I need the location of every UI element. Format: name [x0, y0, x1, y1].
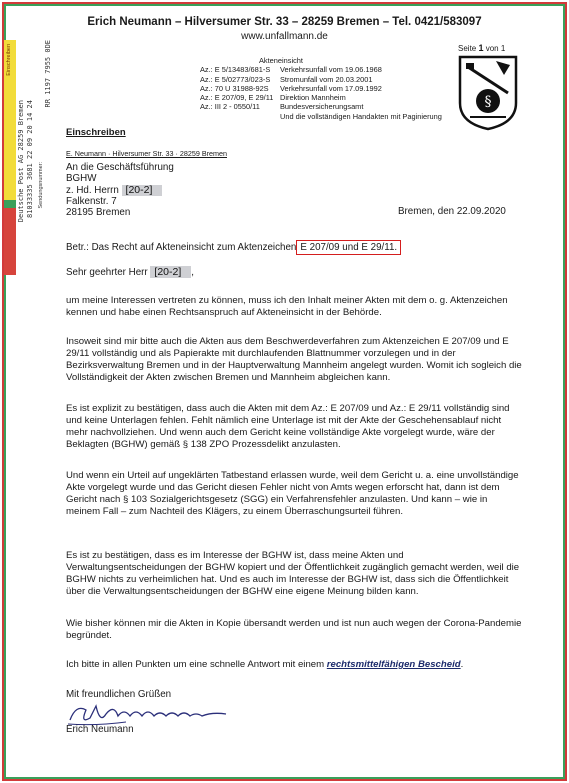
stamp-top-label: Einschreiben: [6, 44, 12, 76]
body-paragraph: Insoweit sind mir bitte auch die Akten aus dem Beschwerdeverfahren zum Aktenzeichen E 207/09 und E 29/11 vollständig und als Papierakte mit durchlaufenden Blattnummer vorzulegen und in der Bezirksverwaltung Bremen und in der Hauptverwaltung Mannheim angelegt wurden. Womit ich sogleich die Vollständigkeit der Akten zwischen Bremen und Mannheim abgleichen kann.: [66, 336, 522, 383]
emphasized-request: rechtsmittelfähigen Bescheid: [326, 659, 461, 670]
stamp-number-label: Sendungsnummer:: [38, 162, 44, 209]
body-paragraph: Wie bisher können mir die Akten in Kopie übersandt werden und ist nun auch wegen der Corona-Pandemie begründet.: [66, 618, 522, 641]
letterhead-title: Erich Neumann – Hilversumer Str. 33 – 28259 Bremen – Tel. 0421/583097: [87, 16, 482, 28]
stamp-number: RR 1197 7955 0DE: [44, 40, 52, 108]
recipient-line-4: Falkenstr. 7: [66, 195, 117, 207]
salutation: Sehr geehrter Herr [20-2] ,: [66, 266, 195, 278]
closing-request: Ich bitte in allen Punkten um eine schnelle Antwort mit einem rechtsmittelfähigen Bescheid.: [66, 659, 464, 670]
subject-line: Betr.: Das Recht auf Akteneinsicht zum Aktenzeichen E 207/09 und E 29/11.: [66, 242, 401, 253]
closing-regards: Mit freundlichen Grüßen: [66, 689, 172, 700]
reference-title: Akteneinsicht: [259, 56, 303, 65]
reference-row: Az.: E 207/09, E 29/11 Direktion Mannheim: [200, 93, 346, 103]
registered-mail-heading: Einschreiben: [66, 127, 126, 138]
recipient-line-2: BGHW: [66, 173, 97, 185]
reference-row: Az.: E 5/13483/681-S Verkehrsunfall vom 19.06.1968: [200, 65, 382, 75]
signature-name: Erich Neumann: [66, 724, 134, 735]
reference-row: Az.: 70 U 31988-92S Verkehrsunfall vom 17.09.1992: [200, 83, 382, 93]
letterhead-website[interactable]: www.unfallmann.de: [241, 31, 328, 42]
recipient-line-3: z. Hd. Herrn [20-2]: [66, 185, 174, 196]
redaction-box: [20-2]: [122, 185, 163, 196]
stamp-line-1: Deutsche Post AG 28259 Bremen: [17, 100, 25, 223]
justice-logo-icon: [458, 53, 518, 131]
recipient-line-5: 28195 Bremen: [66, 207, 131, 219]
letter-date: Bremen, den 22.09.2020: [398, 206, 506, 217]
reference-block: [200, 56, 442, 121]
reference-row: Und die vollständigen Handakten mit Paginierung: [280, 111, 442, 121]
stamp-line-2: 81033335 3681 22 09 20 14 24: [26, 100, 34, 219]
recipient-line-1: An die Geschäftsführung: [66, 162, 174, 173]
recipient-address: [66, 162, 174, 218]
highlighted-reference: E 207/09 und E 29/11.: [296, 240, 401, 255]
svg-text:§: §: [484, 94, 492, 110]
body-paragraph: um meine Interessen vertreten zu können, muss ich den Inhalt meiner Akten mit dem o. g. Aktenzeichen kennen und habe einen Rechtsanspruch auf Akteneinsicht in der Behörde.: [66, 295, 508, 318]
body-paragraph: Es ist explizit zu bestätigen, dass auch die Akten mit dem Az.: E 207/09 und Az.: E 29/11 vollständig sind und keine Unterlagen fehlen. Fehlt nämlich eine Unterlage ist mit der Akte der Geschehensablauf nicht mehr nachvollziehen. Und wenn auch dem Gericht keine vollständige Akte vorgelegt wurde, wäre der Beklagten (BGHW) gemäß § 138 ZPO Prozessdelikt anzulasten.: [66, 403, 510, 450]
body-paragraph: Es ist zu bestätigen, dass es im Interesse der BGHW ist, dass meine Akten und Verwaltungsentscheidungen der BGHW kopiert und der Öffentlichkeit zugänglich gemacht werden, weil die BGHW nichts zu verheimlichen hat. Und es auch im Interesse der BGHW ist, dass sich die Öffentlichkeit über die Verwaltungsentscheidungen der BGHW eine eigene Meinung bilden kann.: [66, 550, 520, 597]
sender-return-address: E. Neumann · Hilversumer Str. 33 · 28259 Bremen: [66, 149, 227, 158]
reference-row: Az.: III 2 - 0550/11 Bundesversicherungsamt: [200, 102, 364, 112]
body-paragraph: Und wenn ein Urteil auf ungeklärten Tatbestand erlassen wurde, weil dem Gericht u. a. eine unvollständige Akte vorgelegt wurde und das Gericht diesen Fehler nicht von Amts wegen erforscht hat, dann ist dem Gericht nach § 103 Sozialgerichtsgesetz (SGG) ein Verfahrensfehler anzulasten. Und kann – wie in meinem Fall – zum Nachteil des Klägers, zu einem Überraschungsurteil führen.: [66, 470, 519, 517]
redaction-box: [20-2]: [150, 266, 191, 278]
page-number-label: Seite 1 von 1: [458, 43, 506, 53]
reference-row: Az.: E 5/02773/023-S Stromunfall vom 20.03.2001: [200, 74, 373, 84]
